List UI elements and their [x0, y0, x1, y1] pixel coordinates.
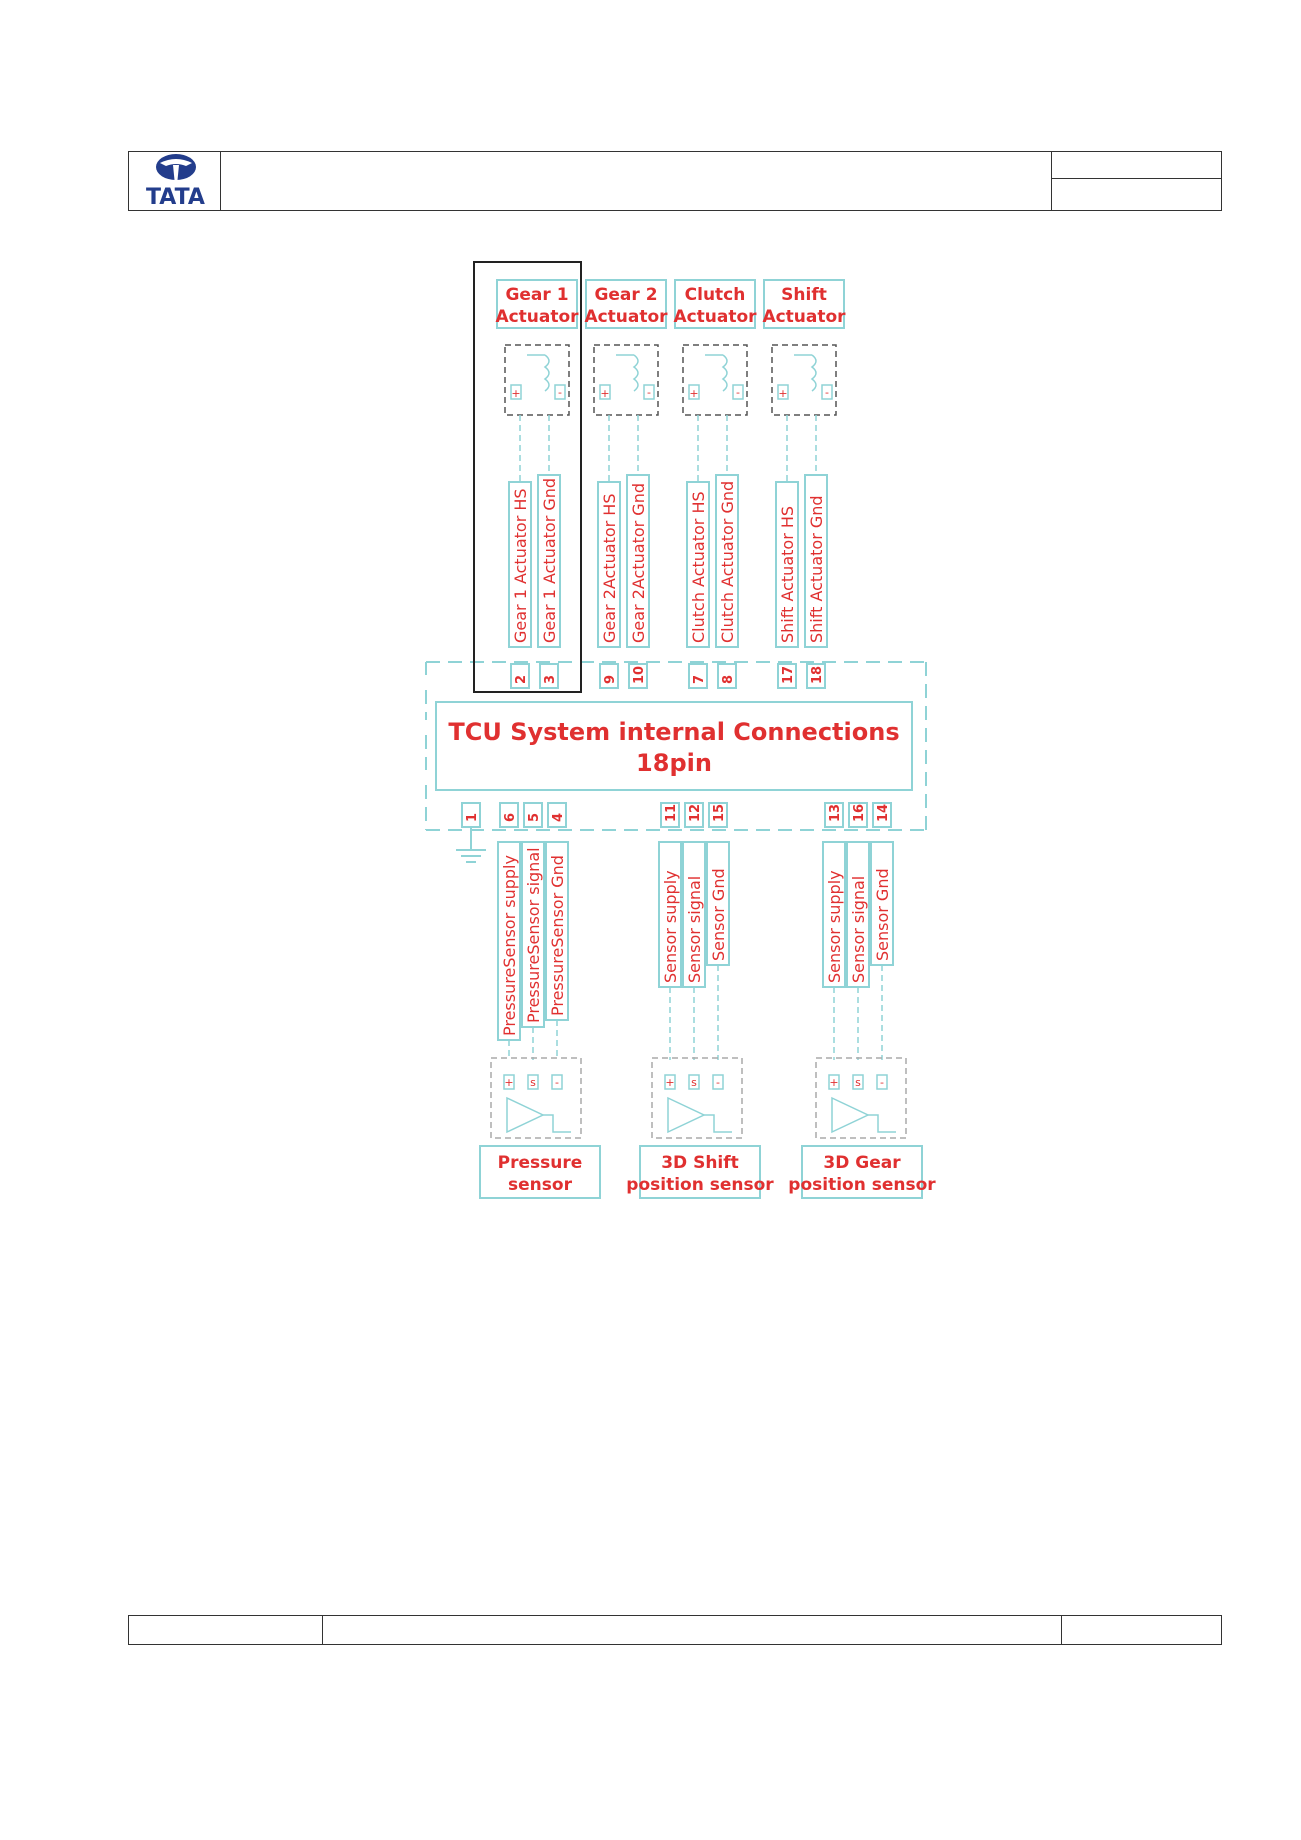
pin-number: 5 [527, 812, 542, 822]
wire-label: Sensor supply [661, 870, 680, 983]
sensor-name-line2: sensor [508, 1175, 572, 1195]
pin-number: 8 [721, 674, 736, 684]
sensor-group [788, 803, 936, 1198]
actuator-coil [527, 355, 549, 391]
sensor-output [704, 1115, 732, 1132]
sensor-terminal-symbol: s [530, 1076, 536, 1089]
actuator-plus-symbol: + [778, 387, 788, 400]
actuator-coil [794, 355, 816, 391]
sensor-terminal-symbol: s [855, 1076, 861, 1089]
pin-number: 15 [712, 803, 727, 822]
ground-group [456, 803, 486, 862]
tcu-subtitle: 18pin [636, 749, 712, 777]
wire-label: Gear 2Actuator HS [600, 493, 619, 643]
ground-icon [456, 827, 486, 862]
pin-number: 16 [852, 803, 867, 822]
actuator-name-line2: Actuator [673, 307, 757, 327]
pin-number: 18 [810, 665, 825, 684]
sensor-symbol [816, 1058, 906, 1138]
wire-label: Gear 1 Actuator Gnd [540, 477, 559, 643]
pin-number: 3 [543, 674, 558, 684]
wire-label: Gear 2Actuator Gnd [629, 483, 648, 643]
ground-pin-number: 1 [465, 812, 480, 822]
actuator-name-line1: Gear 1 [505, 285, 569, 305]
wire-label: Gear 1 Actuator HS [511, 488, 530, 643]
pin-number: 11 [664, 803, 679, 822]
actuator-minus-symbol: - [558, 386, 562, 399]
sensor-output [543, 1115, 571, 1132]
actuator-minus-symbol: - [736, 386, 740, 399]
sensor-name-line1: 3D Shift [661, 1153, 739, 1173]
pin-number: 2 [514, 674, 529, 684]
actuator-plus-symbol: + [511, 387, 521, 400]
sensor-terminal-symbol: + [829, 1076, 839, 1089]
sensor-group [626, 803, 774, 1198]
wire-label: Sensor signal [685, 875, 704, 983]
pin-number: 4 [551, 812, 566, 822]
sensor-amplifier-icon [507, 1098, 543, 1132]
sensor-terminal-symbol: s [691, 1076, 697, 1089]
tcu-title: TCU System internal Connections [448, 718, 900, 746]
actuator-plus-symbol: + [689, 387, 699, 400]
actuator-name-line1: Gear 2 [594, 285, 658, 305]
pin-number: 6 [503, 812, 518, 822]
wire-label: PressureSensor signal [524, 847, 543, 1023]
wire-label: Sensor signal [849, 875, 868, 983]
sensor-name-line2: position sensor [788, 1175, 936, 1195]
pin-number: 13 [828, 803, 843, 822]
actuator-name-line1: Clutch [684, 285, 746, 305]
pin-number: 10 [632, 665, 647, 684]
actuator-minus-symbol: - [825, 386, 829, 399]
sensor-symbol [491, 1058, 581, 1138]
sensor-terminal-symbol: - [716, 1076, 720, 1089]
pin-number: 9 [603, 674, 618, 684]
sensor-terminal-symbol: + [504, 1076, 514, 1089]
actuator-group [495, 280, 579, 688]
sensor-name-line1: Pressure [497, 1153, 583, 1173]
wire-label: Shift Actuator HS [778, 505, 797, 643]
sensor-name-line2: position sensor [626, 1175, 774, 1195]
actuator-name-line2: Actuator [495, 307, 579, 327]
actuator-name-line1: Shift [781, 285, 827, 305]
wire-label: Sensor Gnd [709, 868, 728, 961]
pin-number: 17 [781, 665, 796, 684]
logo-wordmark: TATA [146, 185, 205, 210]
actuator-coil [705, 355, 727, 391]
sensor-symbol [652, 1058, 742, 1138]
sensor-group [480, 803, 600, 1198]
sensor-terminal-symbol: - [555, 1076, 559, 1089]
wire-label: Clutch Actuator Gnd [718, 480, 737, 643]
wire-label: Shift Actuator Gnd [807, 495, 826, 643]
wire-label: PressureSensor Gnd [548, 855, 567, 1016]
pin-number: 14 [876, 803, 891, 822]
sensor-terminal-symbol: - [880, 1076, 884, 1089]
actuator-name-line2: Actuator [584, 307, 668, 327]
actuator-group [762, 280, 846, 688]
actuator-name-line2: Actuator [762, 307, 846, 327]
actuator-plus-symbol: + [600, 387, 610, 400]
sensor-terminal-symbol: + [665, 1076, 675, 1089]
sensor-amplifier-icon [668, 1098, 704, 1132]
pin-number: 12 [688, 803, 703, 822]
pin-number: 7 [692, 674, 707, 684]
actuator-group [584, 280, 668, 688]
wire-label: Sensor Gnd [873, 868, 892, 961]
actuator-coil [616, 355, 638, 391]
sensor-name-line1: 3D Gear [823, 1153, 901, 1173]
sensor-amplifier-icon [832, 1098, 868, 1132]
wire-label: Sensor supply [825, 870, 844, 983]
wire-label: PressureSensor supply [500, 855, 519, 1036]
actuator-group [673, 280, 757, 688]
wire-label: Clutch Actuator HS [689, 491, 708, 643]
actuator-minus-symbol: - [647, 386, 651, 399]
sensor-output [868, 1115, 896, 1132]
